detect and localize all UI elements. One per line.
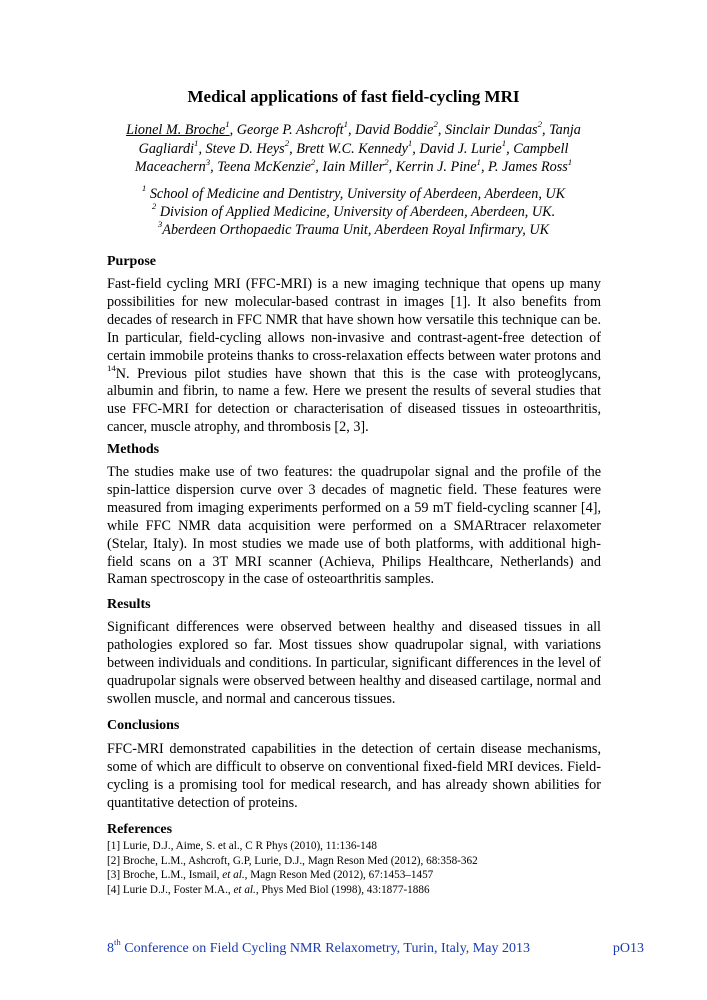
paper-title: Medical applications of fast field-cycling MRI [187, 87, 520, 106]
results-text: Significant differences were observed between healthy and diseased tissues in all pathologies explored so far. Most tissues show quadrupolar signal, with variations between individuals and conditions. In particular, significant differences in the level of quadrupolar signals were observed between healthy and diseased cartilage, normal and swollen muscle, and normal and cancerous tissues. [107, 619, 601, 707]
purpose-text: Fast-field cycling MRI (FFC-MRI) is a new imaging technique that opens up many possibilities for new molecular-based contrast in images [1]. It also benefits from decades of research in FFC NMR that have shown how versatile this technique can be. In particular, field-cycling allows non-invasive and contrast-agent-free detection of certain immobile proteins thanks to cross-relaxation effects between water protons and $^{14}$N. Previous pilot studies have shown that this is the case with proteoglycans, albumin and fibrin, to name a few. Here we present the results of several studies that use FFC-MRI for detection or characterisation of diseased tissues in osteoarthritis, cancer, muscle atrophy, and thrombosis [2, 3]. [107, 276, 601, 436]
author: Kerrin J. Pine$^1$ [395, 156, 481, 176]
results-heading: Results [107, 597, 151, 612]
affiliation: $^3$Aberdeen Orthopaedic Trauma Unit, Aberdeen Royal Infirmary, UK [157, 218, 550, 238]
author: Teena McKenzie$^2$ [217, 156, 316, 176]
author-list: Lionel M. Broche$^1$, George P. Ashcroft$^1$, David Boddie$^2$, Sinclair Dundas$^2$, Tanja Gagliardi$^1$, Steve D. Heys$^2$, Brett W.C. Kennedy$^1$, David J. Lurie$^1$, Campbell Maceachern$^3$, Teena McKenzie$^2$, Iain Miller$^2$, Kerrin J. Pine$^1$, P. James Ross$^1$ [126, 119, 581, 176]
conclusions-text: FFC-MRI demonstrated capabilities in the detection of certain disease mechanisms, some of which are difficult to observe on conventional fixed-field MRI devices. Field-cycling is a promising tool for medical research, and has already shown abilities for quantitative detection of proteins. [107, 741, 601, 811]
purpose-heading: Purpose [107, 254, 156, 269]
author: Campbell Maceachern$^3$ [134, 140, 569, 176]
author: Steve D. Heys$^2$ [205, 137, 290, 157]
reference-item: [1] Lurie, D.J., Aime, S. et al., C R Phys (2010), 11:136-148 [107, 840, 377, 852]
conference-name: 8th Conference on Field Cycling NMR Relaxometry, Turin, Italy, May 2013 [107, 937, 530, 956]
reference-item: [3] Broche, L.M., Ismail, et al., Magn Reson Med (2012), 67:1453–1457 [107, 869, 434, 882]
affiliation-list [106, 183, 601, 239]
poster-code: pO13 [612, 941, 644, 956]
author: P. James Ross$^1$ [488, 156, 573, 176]
conclusions-heading: Conclusions [107, 718, 180, 733]
affiliation: $^1$ School of Medicine and Dentistry, University of Aberdeen, Aberdeen, UK [141, 183, 566, 202]
methods-heading: Methods [107, 442, 160, 457]
author: Brett W.C. Kennedy$^1$ [296, 137, 413, 157]
presenting-author: Lionel M. Broche$^1$ [126, 119, 230, 138]
author: Tanja Gagliardi$^1$ [138, 122, 581, 157]
author: David Boddie$^2$ [355, 119, 438, 138]
author: Sinclair Dundas$^2$ [444, 119, 542, 138]
methods-text: The studies make use of two features: the quadrupolar signal and the profile of the spin-lattice dispersion curve over 3 decades of magnetic field. These features were measured from imaging experiments performed on a 59 mT field-cycling scanner [4], while FFC NMR data acquisition were performed on a SMARtracer relaxometer (Stelar, Italy). In most studies we made use of both platforms, with additional high-field scans on a 3T MRI scanner (Achieva, Philips Healthcare, Netherlands) and Raman spectroscopy in the case of osteoarthritis samples. [107, 464, 601, 588]
reference-item: [4] Lurie D.J., Foster M.A., et al., Phys Med Biol (1998), 43:1877-1886 [107, 883, 430, 896]
references-heading: References [107, 822, 173, 837]
affiliation: $^2$ Division of Applied Medicine, University of Aberdeen, Aberdeen, UK. [151, 201, 556, 220]
reference-list [107, 839, 601, 897]
author: George P. Ashcroft$^1$ [236, 119, 348, 138]
reference-item: [2] Broche, L.M., Ashcroft, G.P, Lurie, D.J., Magn Reson Med (2012), 68:358-362 [107, 854, 478, 867]
author: David J. Lurie$^1$ [419, 137, 507, 157]
author: Iain Miller$^2$ [322, 156, 389, 176]
